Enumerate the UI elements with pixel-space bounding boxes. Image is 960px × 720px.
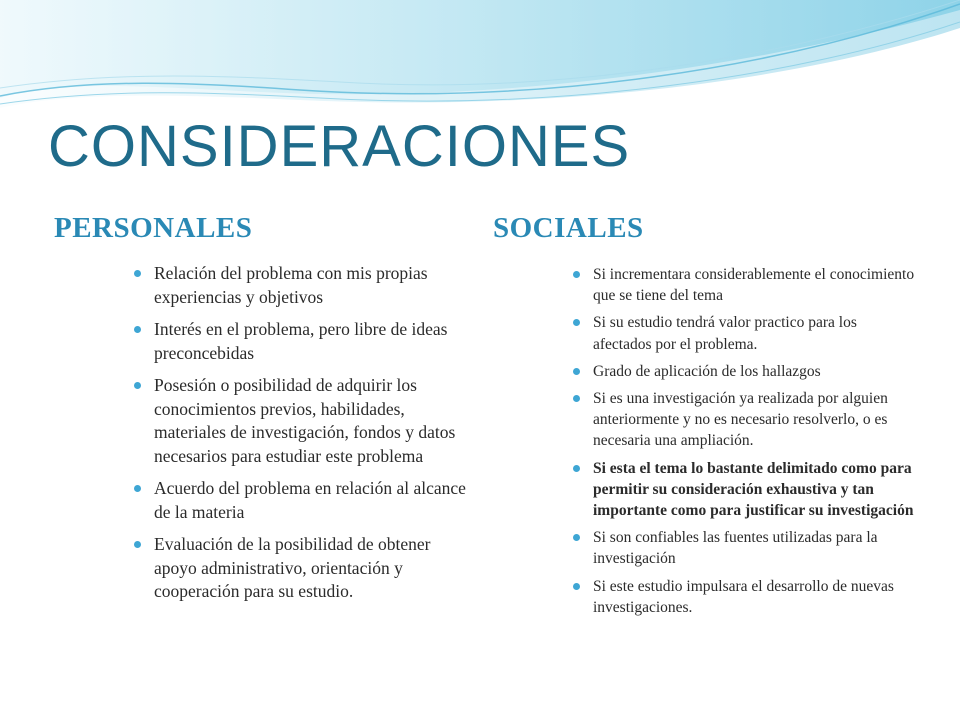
personales-item: Evaluación de la posibilidad de obtener apoyo administrativo, orientación y cooperación para su estudio. <box>154 533 466 604</box>
sociales-item: Si incrementara considerablemente el conocimiento que se tiene del tema <box>593 264 915 306</box>
sociales-item: Si su estudio tendrá valor practico para los afectados por el problema. <box>593 312 915 354</box>
personales-item: Interés en el problema, pero libre de ideas preconcebidas <box>154 318 466 365</box>
slide-title: CONSIDERACIONES <box>48 114 631 179</box>
personales-list <box>154 262 466 613</box>
personales-item: Relación del problema con mis propias experiencias y objetivos <box>154 262 466 309</box>
decorative-wave-header <box>0 0 960 120</box>
sociales-item: Si es una investigación ya realizada por alguien anteriormente y no es necesario resolverlo, o es necesaria una ampliación. <box>593 388 915 452</box>
sociales-item-emphasized: Si esta el tema lo bastante delimitado como para permitir su consideración exhaustiva y tan importante como para justificar su investigación <box>593 458 915 522</box>
personales-item: Posesión o posibilidad de adquirir los conocimientos previos, habilidades, materiales de investigación, fondos y datos necesarios para estudiar este problema <box>154 374 466 468</box>
sociales-heading: SOCIALES <box>493 212 644 244</box>
personales-item: Acuerdo del problema en relación al alcance de la materia <box>154 477 466 524</box>
sociales-item: Si son confiables las fuentes utilizadas para la investigación <box>593 527 915 569</box>
sociales-item: Grado de aplicación de los hallazgos <box>593 361 915 382</box>
sociales-item: Si este estudio impulsara el desarrollo de nuevas investigaciones. <box>593 576 915 618</box>
personales-heading: PERSONALES <box>54 212 253 244</box>
sociales-list <box>593 264 915 624</box>
